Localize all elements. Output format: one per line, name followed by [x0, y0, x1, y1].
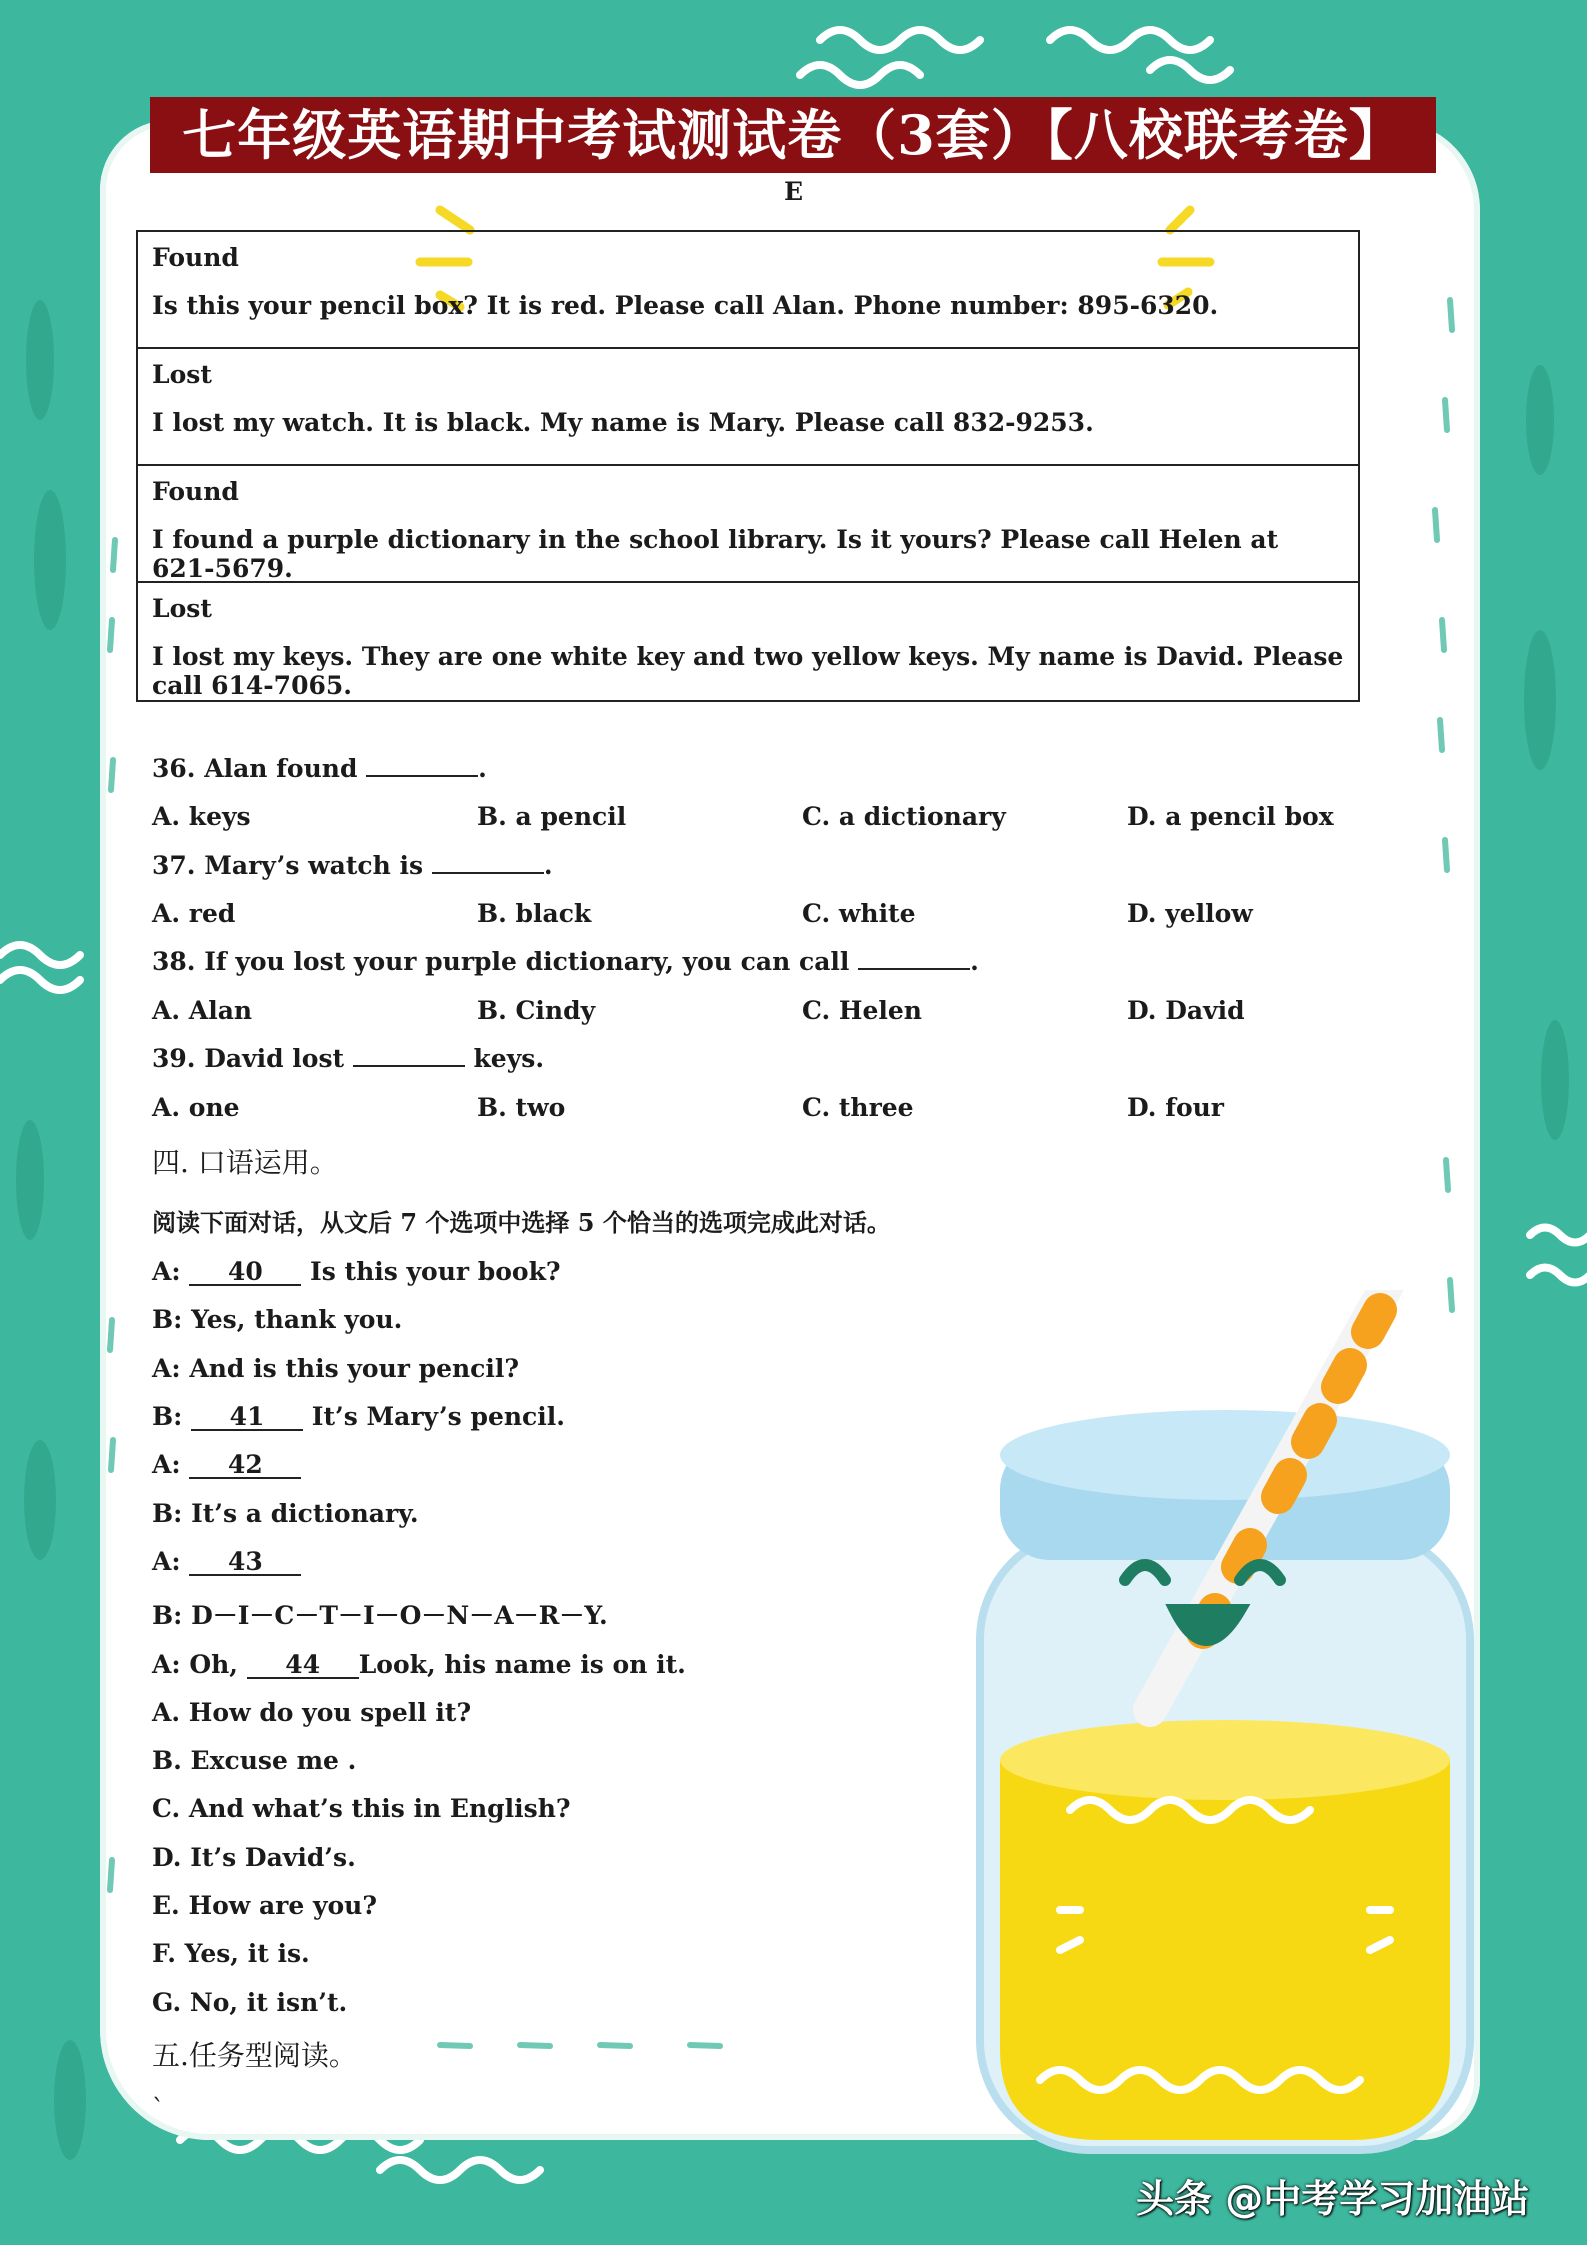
option-a[interactable]: A. one — [152, 1093, 240, 1122]
dialogue-line — [152, 1596, 608, 1632]
option-d[interactable]: D. a pencil box — [1127, 802, 1334, 831]
notice-heading: Found — [152, 243, 239, 272]
dialogue-blank[interactable]: 43 — [189, 1550, 301, 1576]
notice-row — [138, 232, 1358, 349]
section-5-title: 五.任务型阅读。 — [152, 2039, 357, 2072]
notice-table — [136, 230, 1360, 702]
dialogue-line — [152, 1354, 519, 1383]
option-d[interactable]: D. David — [1127, 996, 1245, 1025]
question-stem: 39. David lost — [152, 1044, 353, 1073]
choice-option[interactable]: A. How do you spell it? — [152, 1698, 472, 1727]
option-b[interactable]: B. Cindy — [477, 996, 596, 1025]
option-a[interactable]: A. red — [152, 899, 236, 928]
choice-option[interactable]: C. And what’s this in English? — [152, 1794, 571, 1823]
question-stem: 36. Alan found — [152, 754, 367, 783]
dialogue-blank[interactable]: 42 — [189, 1453, 301, 1479]
dialogue-text: It’s Mary’s pencil. — [303, 1402, 565, 1431]
question-stem: 38. If you lost your purple dictionary, you can call — [152, 947, 859, 976]
option-d[interactable]: D. yellow — [1127, 899, 1253, 928]
choice-option[interactable]: D. It’s David’s. — [152, 1843, 356, 1872]
dialogue-line — [152, 1450, 301, 1479]
dialogue-speaker: A: — [152, 1450, 190, 1479]
choice-option[interactable]: E. How are you? — [152, 1891, 377, 1920]
option-c[interactable]: C. three — [802, 1093, 914, 1122]
option-d[interactable]: D. four — [1127, 1093, 1224, 1122]
question-38 — [152, 947, 979, 976]
option-b[interactable]: B. two — [477, 1093, 566, 1122]
dialogue-line — [152, 1547, 301, 1576]
dialogue-blank[interactable]: 41 — [191, 1405, 303, 1431]
notice-row — [138, 466, 1358, 583]
notice-heading: Found — [152, 477, 239, 506]
question-stem-end: . — [543, 851, 553, 880]
dialogue-speaker: A: — [152, 1257, 190, 1286]
dialogue-line — [152, 1257, 561, 1286]
notice-text: I found a purple dictionary in the school library. Is it yours? Please call Helen at 621-5679. — [152, 525, 1279, 583]
dialogue-speaker: B: Yes, thank you. — [152, 1305, 403, 1334]
page-title: 七年级英语期中考试测试卷（3套）【八校联考卷】 — [150, 97, 1436, 173]
option-c[interactable]: C. white — [802, 899, 916, 928]
choice-option[interactable]: G. No, it isn’t. — [152, 1988, 348, 2017]
question-39 — [152, 1044, 544, 1073]
dialogue-speaker: B: D－I－C－T－I－O－N－A－R－Y. — [152, 1601, 608, 1630]
dialogue-speaker: A: — [152, 1547, 190, 1576]
question-37 — [152, 851, 553, 880]
dialogue-text: Look, his name is on it. — [358, 1650, 686, 1679]
option-b[interactable]: B. a pencil — [477, 802, 627, 831]
jar-lid — [1000, 1410, 1450, 1560]
option-c[interactable]: C. a dictionary — [802, 802, 1006, 831]
dialogue-blank[interactable]: 44 — [247, 1653, 359, 1679]
section-4-instruction: 阅读下面对话，从文后 7 个选项中选择 5 个恰当的选项完成此对话。 — [152, 1208, 891, 1237]
notice-text: Is this your pencil box? It is red. Please call Alan. Phone number: 895-6320. — [152, 291, 1219, 320]
juice-jar-illustration — [950, 1290, 1510, 2170]
question-stem-end: . — [970, 947, 979, 976]
option-a[interactable]: A. keys — [152, 802, 251, 831]
choice-option[interactable]: F. Yes, it is. — [152, 1939, 310, 1968]
choice-option[interactable]: B. Excuse me . — [152, 1746, 357, 1775]
option-a[interactable]: A. Alan — [152, 996, 253, 1025]
answer-blank[interactable] — [353, 1065, 465, 1067]
section-letter: E — [783, 177, 804, 206]
question-stem-end: keys. — [464, 1044, 545, 1073]
question-36 — [152, 754, 487, 783]
watermark: 头条 @中考学习加油站 — [1136, 2177, 1530, 2221]
dialogue-line — [152, 1499, 419, 1528]
notice-heading: Lost — [152, 594, 212, 623]
dialogue-speaker: B: — [152, 1402, 192, 1431]
stray-mark: ` — [152, 2094, 165, 2123]
answer-blank[interactable] — [366, 775, 478, 777]
question-stem-end: . — [478, 754, 487, 783]
notice-text: I lost my watch. It is black. My name is Mary. Please call 832-9253. — [152, 408, 1094, 437]
dialogue-line — [152, 1402, 565, 1431]
question-stem: 37. Mary’s watch is — [152, 851, 432, 880]
dialogue-line — [152, 1650, 686, 1679]
option-c[interactable]: C. Helen — [802, 996, 922, 1025]
answer-blank[interactable] — [858, 968, 970, 970]
notice-text: I lost my keys. They are one white key and two yellow keys. My name is David. Please call 614-7065. — [152, 642, 1344, 700]
answer-blank[interactable] — [432, 872, 544, 874]
dialogue-blank[interactable]: 40 — [189, 1260, 301, 1286]
notice-heading: Lost — [152, 360, 212, 389]
notice-row — [138, 349, 1358, 466]
section-4-title: 四. 口语运用。 — [152, 1146, 338, 1179]
dialogue-line — [152, 1305, 402, 1334]
option-b[interactable]: B. black — [477, 899, 592, 928]
notice-row — [138, 583, 1358, 700]
dialogue-speaker: A: And is this your pencil? — [152, 1354, 520, 1383]
dialogue-speaker: B: It’s a dictionary. — [152, 1499, 419, 1528]
dialogue-text: Is this your book? — [301, 1257, 561, 1286]
dialogue-speaker: A: Oh, — [152, 1650, 247, 1679]
